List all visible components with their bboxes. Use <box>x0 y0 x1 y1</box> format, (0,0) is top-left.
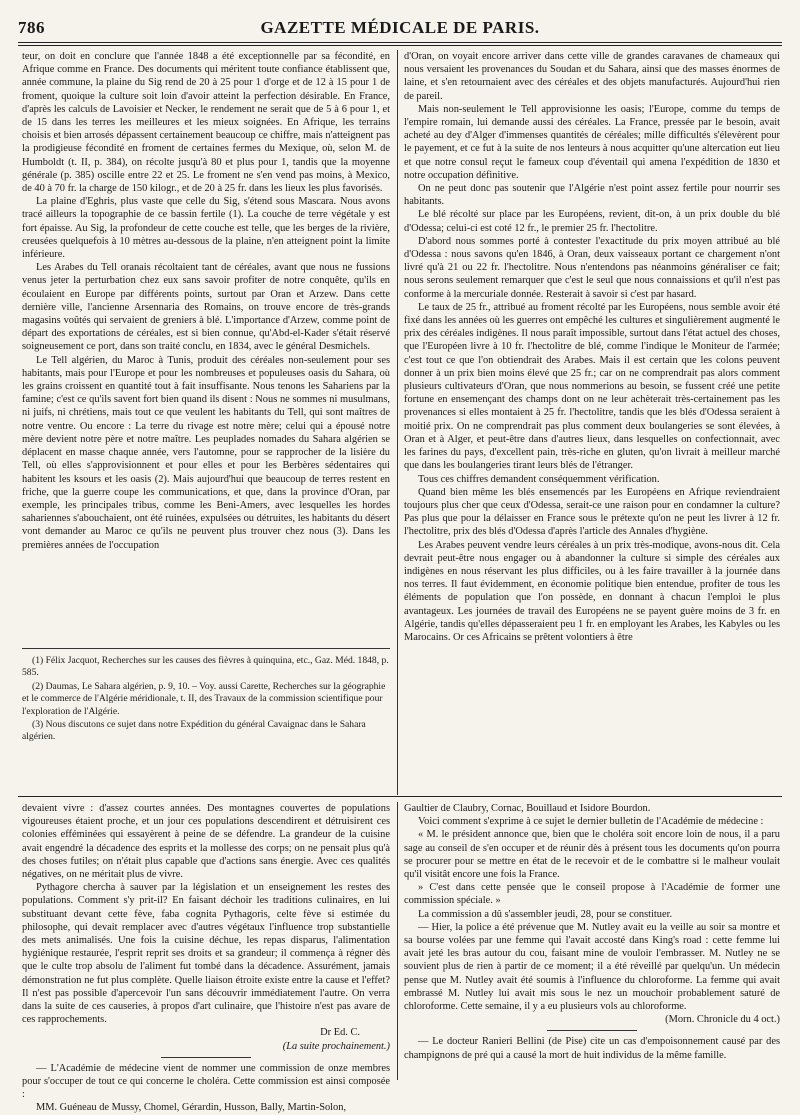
paragraph: Pythagore chercha à sauver par la législation et un enseignement les restes des populations. Comment s'y prit-il? En faisant déchoir les traditions culinaires, en lui substituant devant cette fève, faba cognita Pythagoris, celte fève si estimée du philosophe, qui devait remplacer avec d'autres végétaux l'influence trop substantielle des mets animalisés. Une fois la cuisine déchue, les repas disparus, l'alimentation hygiénique restaurée, l'esprit reprit ses droits et sa grandeur; il commença à régner dès que le culte trop absolu de l'aliment fut tombé dans la décadence. Assurément, jamais démonstration ne fut plus complète. Quelle liaison étroite existe entre la cause et l'effet? Il n'est pas possible d'apercevoir l'un sans découvrir immédiatement l'autre. On verra dans la suite de ces causeries, à propos d'art culinaire, que l'histoire n'est pas avare de ces rapprochements. <box>22 882 390 1026</box>
footnote: (1) Félix Jacquot, Recherches sur les causes des fièvres à quinquina, etc., Gaz. Méd. 1848, p. 585. <box>22 655 389 679</box>
footnote: (3) Nous discutons ce sujet dans notre Expédition du général Cavaignac dans le Sahara algérien. <box>22 719 366 743</box>
page-header <box>18 16 782 42</box>
paragraph: Le taux de 25 fr., attribué au froment récolté par les Européens, nous semble avoir été fixé dans les années où les guerres ont empêché les cultures et singulièrement augmenté le prix des céréales indigènes. Il nous paraît impossible, surtout dans l'état actuel des choses, que l'Européen livre à 10 fr. l'hectolitre de blé, comme l'indique le Moniteur de l'armée; c'est tout ce que l'on obtiendrait des Arabes. Mais il est certain que les colons peuvent donner à un prix bien moins élevé que 25 fr.; car on ne comprendrait pas alors comment plusieurs cultivateurs d'Oran, que nous nommerions au besoin, se fussent créé une petite fortune en ensemençant des champs dont on ne leur achèterait très-certainement pas les provenances si elles montaient à 25 fr. l'hectolitre, tandis que les blés d'Odessa seraient à moitié prix. On ne comprendrait pas plus comment deux boulangeries se sont élevées, à Oran et à Alger, et peut-être dans d'autres lieux, dans lesquelles on confectionnait, avec les farines du pays, d'excellent pain, très-riche en gluten, qu'on livrait à meilleur marché que dans les boulangeries tirant leurs blés de l'étranger. <box>404 301 780 472</box>
separator-rule <box>161 1057 251 1058</box>
footnote: (2) Daumas, Le Sahara algérien, p. 9, 10. – Voy. aussi Carette, Recherches sur la géographie et le commerce de l'Algérie méridionale, t. II, des Travaux de la commission scientifique pour l'exploration de l'Algérie. <box>22 680 386 717</box>
journal-title: GAZETTE MÉDICALE DE PARIS. <box>260 18 540 37</box>
header-rule-thin <box>18 45 782 46</box>
page-number: 786 <box>18 18 45 37</box>
paragraph: La plaine d'Eghris, plus vaste que celle du Sig, s'étend sous Mascara. Nous avons tracé ailleurs la topographie de ce bassin fertile (1). La couche de terre végétale y est fort épaisse. Au Sig, la profondeur de cette couche est telle, que les berges de la rivière, creusées quelquefois à 10 mètres au-dessous de la plaine, n'en atteignent point la limite inférieure. <box>22 196 390 261</box>
paragraph: « M. le président annonce que, bien que le choléra soit encore loin de nous, il a paru sage au conseil de s'en occuper et de réunir dès à présent tous les documents qu'on pourra se procurer pour se mettre en état de le recevoir et de le combattre si le malheur voulait qu'il visitât encore une fois la France. <box>404 829 780 881</box>
source-citation: (Morn. Chronicle du 4 oct.) <box>665 1014 780 1026</box>
paragraph: — L'Académie de médecine vient de nommer une commission de onze membres pour s'occuper de tout ce qui concerne le choléra. Cette commission est ainsi composée : <box>22 1062 390 1101</box>
paragraph: On ne peut donc pas soutenir que l'Algérie n'est point assez fertile pour nourrir ses habitants. <box>404 183 780 208</box>
paragraph: La commission a dû s'assembler jeudi, 28, pour se constituer. <box>418 908 673 920</box>
section-rule <box>18 796 782 797</box>
column-divider-lower <box>397 802 398 1080</box>
paragraph: Les Arabes du Tell oranais récoltaient tant de céréales, avant que nous ne fussions venus jeter la perturbation chez eux sans savoir profiter de notre conquête, qu'ils en écoulaient en Europe par différents points, surtout par Oran et Arzew. Dans cette dernière ville, l'ancienne Arsennaria des Romains, on trouve encore de très-grands magasins voûtés qui servaient de greniers à blé. L'importance d'Arzew, comme point de départ des exportations de céréales, est si bien connue, qu'Abd-el-Kader s'était réservé soigneusement ce port, dans son traité conclu, en 1834, avec le général Desmichels. <box>22 262 390 353</box>
continuation-note: (La suite prochainement.) <box>282 1040 390 1052</box>
footnote-rule <box>22 648 390 649</box>
paragraph: Mais non-seulement le Tell approvisionne les oasis; l'Europe, comme du temps de l'empire romain, lui demande aussi des céréales. La France, pressée par le besoin, avait acheté au dey d'Alger d'immenses quantités de céréales; mille difficultés s'élevèrent pour le payement, et ce fut à la suite de nos lenteurs à nous acquitter qu'une altercation eut lieu et que notre consul reçut le fameux coup d'éventail qui amena l'expédition de 1830 et notre occupation définitive. <box>404 103 780 181</box>
separator-rule <box>547 1030 637 1031</box>
column-left-bottom <box>22 802 390 1114</box>
paragraph: Tous ces chiffres demandent conséquemment vérification. <box>418 473 660 485</box>
paragraph: Quand bien même les blés ensemencés par les Européens en Afrique reviendraient toujours plus cher que ceux d'Odessa, serait-ce une raison pour en condamner la culture? Pas plus que pour la délaisser en France sous le prétexte qu'on ne peut les livrer à 12 fr. l'hectolitre, prix des blés d'Odessa d'après l'article des Annales d'hygiène. <box>404 486 780 538</box>
paragraph: d'Oran, on voyait encore arriver dans cette ville de grandes caravanes de chameaux qui nous versaient les provenances du Soudan et du Sahara, ainsi que des masses énormes de laine, et s'en retournaient avec des céréales et des objets manufacturés. Aujourd'hui rien de pareil. <box>404 51 780 102</box>
column-divider <box>397 50 398 795</box>
paragraph: » C'est dans cette pensée que le conseil propose à l'Académie de former une commission spéciale. » <box>404 882 780 907</box>
paragraph: Gaultier de Claubry, Cornac, Bouillaud et Isidore Bourdon. <box>404 803 651 814</box>
paragraph: MM. Guéneau de Mussy, Chomel, Gérardin, Husson, Bally, Martin-Solon, <box>36 1102 347 1114</box>
footnotes <box>22 655 390 790</box>
paragraph: Le blé récolté sur place par les Européens, revient, dit-on, à un prix double du blé d'Odessa; celui-ci est coté 12 fr., le premier 25 fr. l'hectolitre. <box>404 209 780 234</box>
paragraph: devaient vivre : d'assez courtes années. Des montagnes couvertes de populations vigoureuses étaient proche, et un jour ces populations descendirent et détruisirent ces colonies efféminées qui essayèrent à peine de se défendre. La grandeur de la cuisine avait engendré la décadence des esprits et la mollesse des corps; on ne pensait plus qu'à des choses futiles; on n'était plus capable que d'actions sans énergie. Avec ces qualités négatives, on ne méritait plus de vivre. <box>22 803 390 881</box>
column-left-top <box>22 50 390 642</box>
header-rule <box>18 42 782 43</box>
paragraph: Voici comment s'exprime à ce sujet le dernier bulletin de l'Académie de médecine : <box>418 816 764 828</box>
author-signature: Dr Ed. C. <box>320 1027 360 1039</box>
paragraph: teur, on doit en conclure que l'année 1848 a été exceptionnelle par sa fécondité, en Afrique comme en France. Des documents qui méritent toute confiance établissent que, année commune, la plaine du Sig rend de 20 à 25 pour 1 d'orge et de 12 à 15 pour 1 de froment, quoique la culture soit loin d'avoir atteint la perfection désirable. En France, d'après les calculs de Lavoisier et Necker, le rendement ne serait que de 5 à 6 pour 1, et de 15 dans les terres les meilleures et les mieux soignées. En Afrique, les terrains choisis et bien arrosés dépassent certainement beaucoup ce chiffre, mais n'atteignent pas la prodigieuse fécondité en froment de certaines fermes du Mexique, où, selon M. de Humboldt (t. II, p. 384), on récolte jusqu'à 80 et plus pour 1, tandis que la moyenne générale (p. 385) oscille entre 22 et 25. Le froment ne s'en vend pas moins, à Mexico, de 40 à 70 fr. la charge de 150 kilogr., et de 20 à 25 fr. dans les lieux les plus favorisés. <box>22 51 390 195</box>
paragraph: Le Tell algérien, du Maroc à Tunis, produit des céréales non-seulement pour ses habitants, mais pour l'Europe et pour les nombreuses et populeuses oasis du Sahara, où les grains croissent en quantité tout à fait insuffisante. Nous tenons les Sahariens par la famine; c'est ce qu'ils savent fort bien quand ils disent : Nous ne sommes ni musulmans, ni juifs, ni chrétiens, mais tout ce que veulent les habitants du Tell, qui sont maîtres de notre ventre. Ou encore : La terre du rivage est notre mère; celui qui a épousé notre mère devient notre père et notre maître. Les peuplades nomades du Sahara algérien se déplacent en masse chaque année, vers l'automne, pour se rapprocher de la lisière du Tell, où elles s'approvisionnent et pour elles et pour les Berbères sédentaires qui habitent les ksours et les oasis (2). Mais aujourd'hui que beaucoup de terres restent en friche, que la guerre coupe les communications, et que, dans la province d'Oran, par exemple, les principales tribus, comme les Beni-Amers, avec lesquelles les hordes sahariennes s'abouchaient, ont été ruinées, expulsées ou détruites, les habitants du désert vont demander au Maroc ce qu'ils ne peuvent plus trouver chez nous (3). Dans les premières années de l'occupation <box>22 354 390 551</box>
paragraph: D'abord nous sommes porté à contester l'exactitude du prix moyen attribué au blé d'Odessa : nous savons qu'en 1846, à Oran, deux vaisseaux portant ce chargement n'ont livré qu'à 21 ou 22 fr. l'hectolitre. Nous n'entendons pas néanmoins généraliser ce fait; nous serons seulement remarquer que c'est le seul que nous connaissions et qu'il n'est pas conforme à la mercuriale donnée. Resterait à savoir si c'est par hasard. <box>404 235 780 300</box>
column-right-bottom <box>404 802 780 1080</box>
paragraph: Les Arabes peuvent vendre leurs céréales à un prix très-modique, avons-nous dit. Cela devrait peut-être nous engager ou à abandonner la culture si simple des céréales aux indigènes en nous réservant les plus difficiles, ou à les faire travailler à la journée dans nos terres. Il faut évidemment, en économie politique bien entendue, profiter de tous les éléments de population que l'on possède, en donnant à chacun l'emploi le plus avantageux. Les journées de travail des Européens ne se payent guère moins de 3 fr. en Algérie, tandis qu'elles dépasseraient peu 1 fr. en employant les Arabes, les Kabyles ou les Marocains. Or ces Africains se prêtent volontiers à être <box>404 539 780 643</box>
paragraph: — Hier, la police a été prévenue que M. Nutley avait eu la veille au soir sa montre et sa bourse volées par une femme qui l'avait accosté dans King's road : cette femme lui avait jeté les bras autour du cou, faisant mine de vouloir l'embrasser. M. Nutley ne se souvient plus de rien à partir de ce moment; il a été réveillé par quelqu'un. Un médecin pense que M. Nutley avait été soumis à l'influence du chloroforme. La femme qui avait embrassé M. Nutley lui avait mis sous le nez un mouchoir probablement saturé de chloroforme. Cette semaine, il y a eu plusieurs vols au chloroforme. <box>404 921 780 1013</box>
column-right-top <box>404 50 780 794</box>
paragraph: — Le docteur Ranieri Bellini (de Pise) cite un cas d'empoisonnement causé par des champignons de pré qui a causé la mort de huit individus de la même famille. <box>404 1036 780 1061</box>
